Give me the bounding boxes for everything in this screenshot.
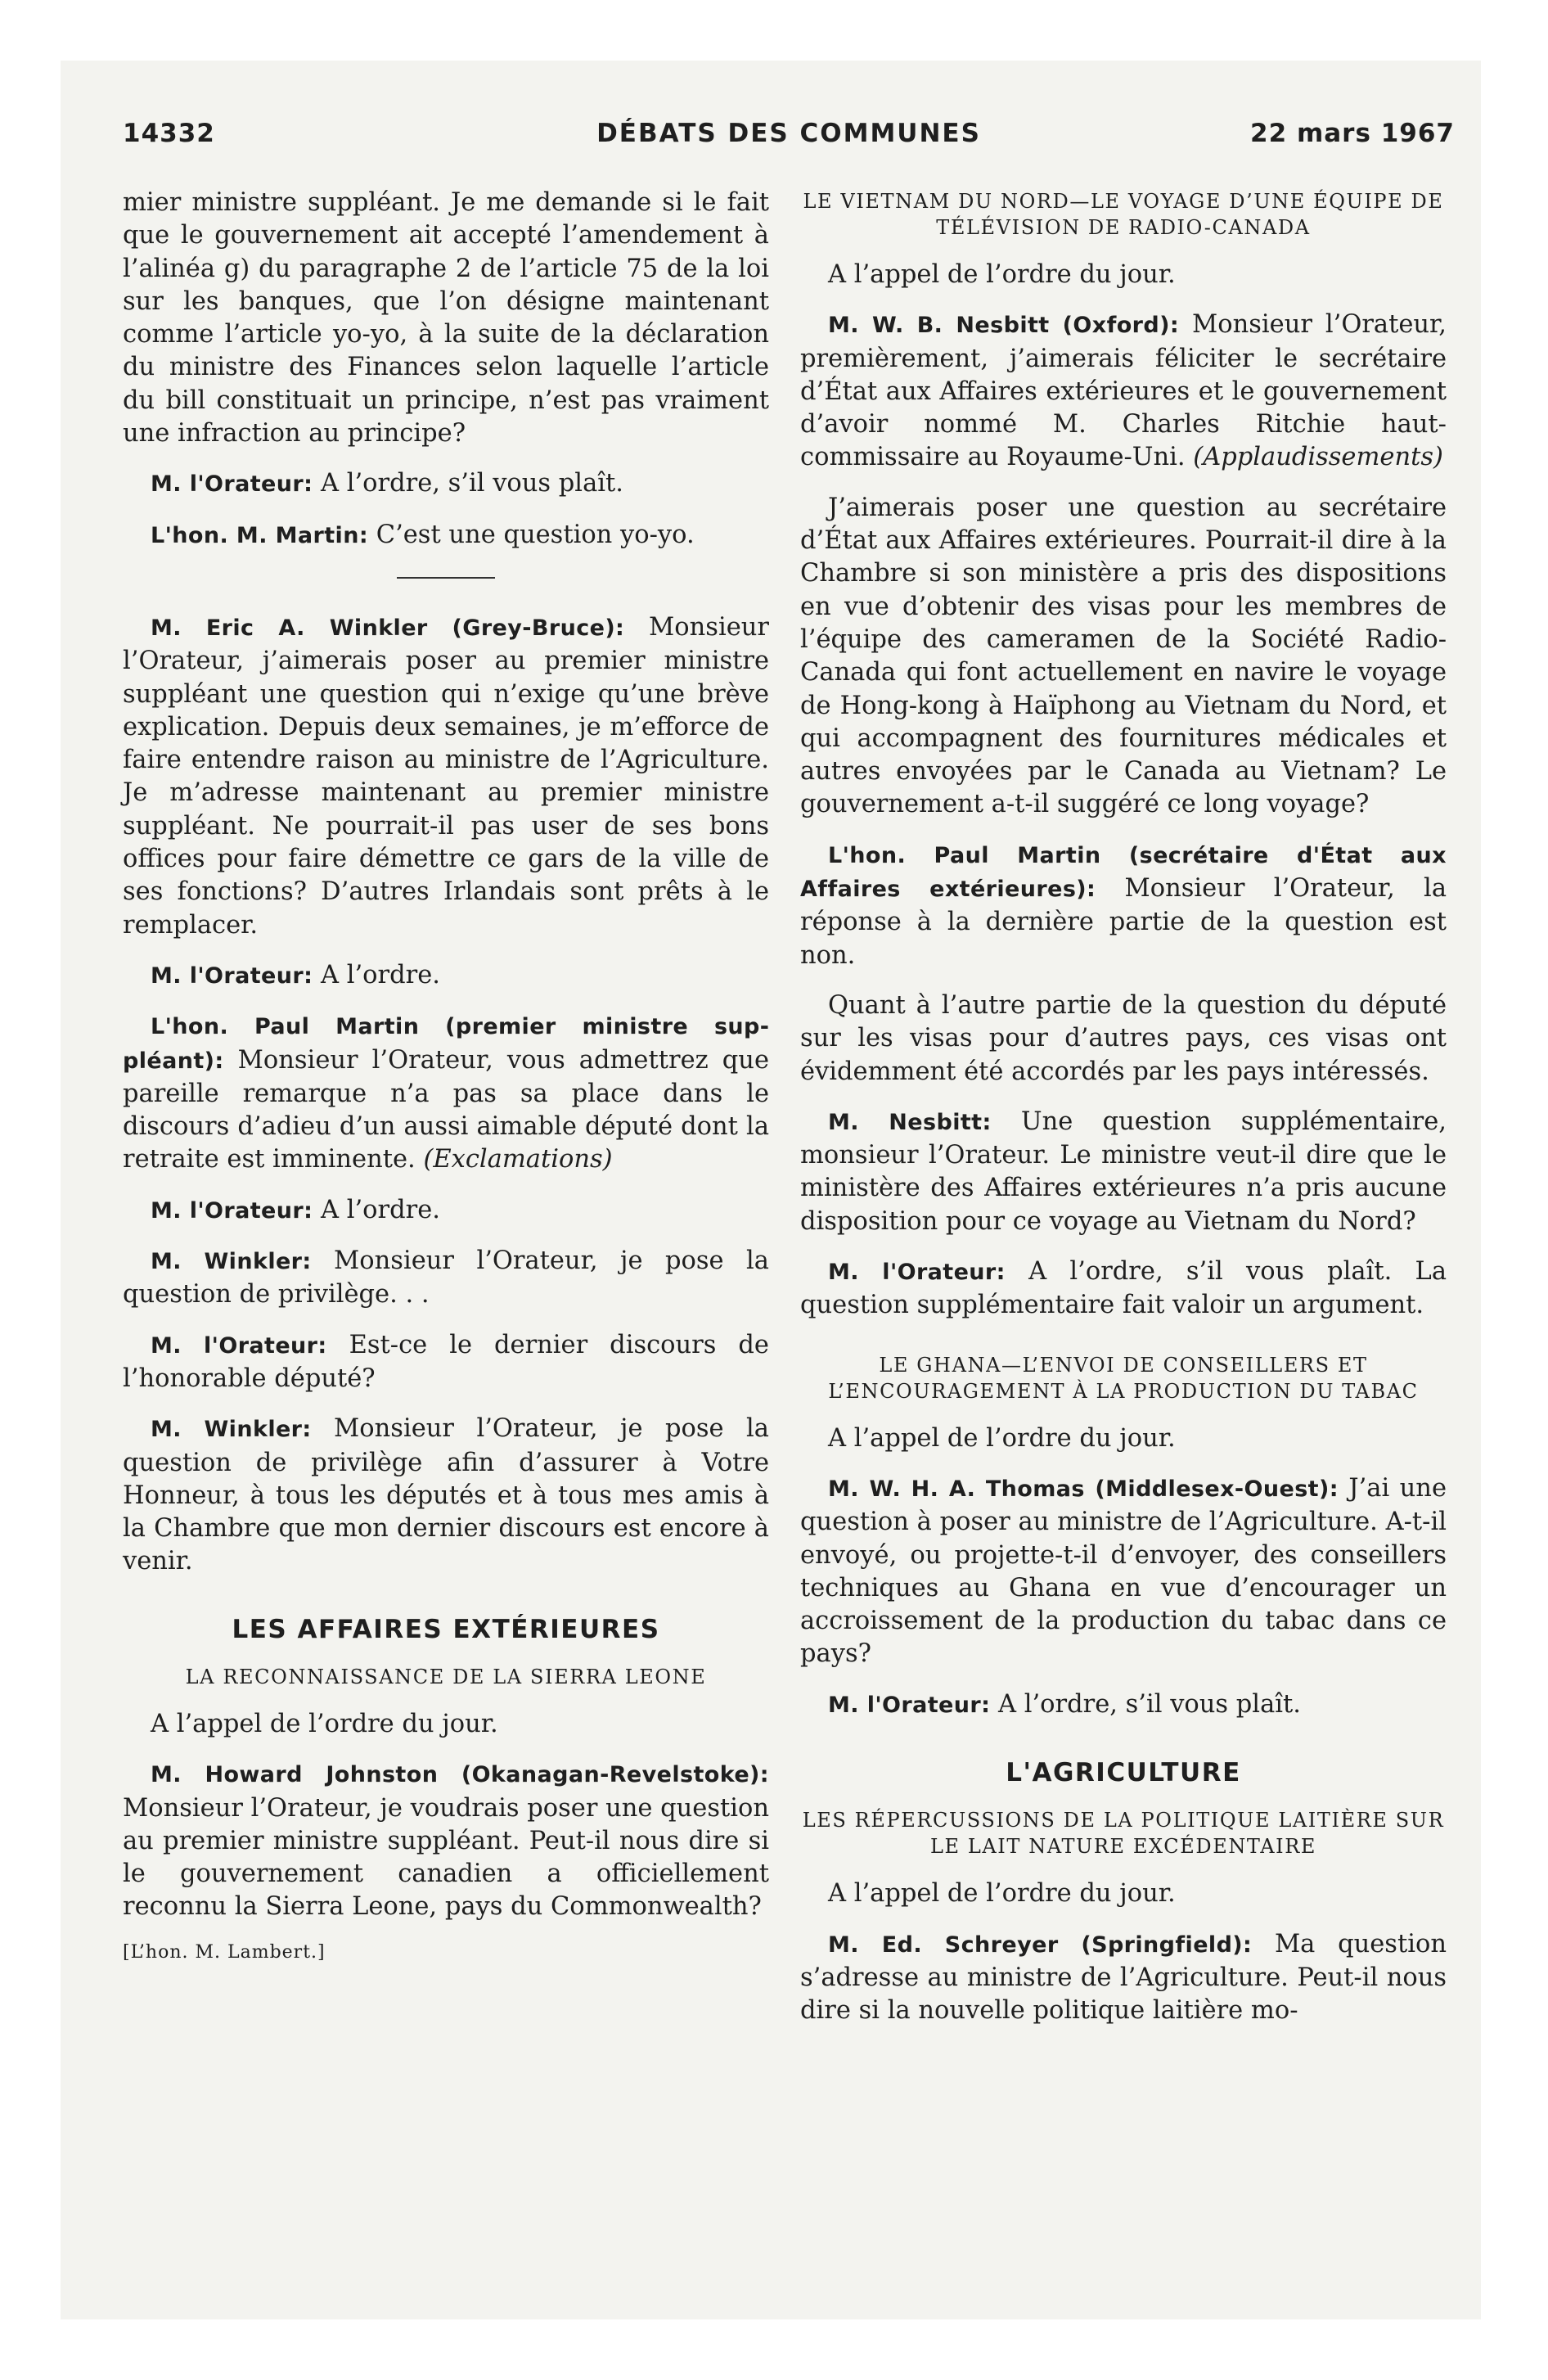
- section-heading: LES AFFAIRES EXTÉRIEURES: [232, 1614, 660, 1644]
- paragraph: [123, 1010, 769, 1176]
- paragraph: [800, 1255, 1447, 1323]
- speaker-name: M. l'Orateur:: [151, 1332, 327, 1359]
- stage-direction: (Exclamations): [423, 1145, 613, 1174]
- subsection-heading: LA RECONNAISSANCE DE LA SIERRA LEONE: [185, 1665, 707, 1688]
- left-column: [123, 187, 769, 1986]
- paragraph: mier ministre suppléant. Je me demande si le fait que le gouvernement ait accepté l’amendement à l’alinéa g) du paragraphe 2 de l’article 75 de la loi sur les banques, que l’on désigne maintenant comme l’article yo-yo, à la suite de la déclaration du ministre des Finances selon laquelle l’article du bill constituait un principe, n’est pas vraiment une infraction au principe?: [123, 188, 769, 449]
- speech-text: A l’ordre, s’il vous plaît.: [990, 1689, 1301, 1719]
- paragraph: [123, 959, 769, 993]
- speech-text: A l’ordre, s’il vous plaît. La question supplémentaire fait valoir un argument.: [800, 1257, 1447, 1320]
- speech-text: Ma question s’adresse au ministre de l’Agriculture. Peut-il nous dire si la nouvelle politique laitière mo-: [800, 1929, 1447, 2026]
- journal-title: DÉBATS DES COMMUNES: [596, 119, 981, 148]
- paragraph: [123, 1194, 769, 1228]
- speech-text: Monsieur l’Orateur, je pose la question de privilège. . .: [123, 1246, 769, 1309]
- paragraph: [123, 1245, 769, 1312]
- stage-direction: (Applaudissements): [1193, 443, 1443, 472]
- speech-text: Est-ce le dernier discours de l’honorable député?: [123, 1330, 769, 1393]
- speaker-name: L'hon. Paul Martin (secrétaire d'État aux Affaires extérieures):: [800, 842, 1447, 903]
- subsection-heading: LE VIETNAM DU NORD—LE VOYAGE D’UNE ÉQUIPE DE TÉLÉVISION DE RADIO-CANADA: [803, 190, 1444, 239]
- speaker-name: M. l'Orateur:: [151, 962, 313, 989]
- speaker-name: M. l'Orateur:: [828, 1692, 991, 1718]
- paragraph: [800, 839, 1447, 972]
- speech-text: Monsieur l’Orateur, j’aimerais poser au premier ministre suppléant une question qui n’exige qu’une brève explication. Depuis deux semaines, je m’efforce de faire entendre raison au ministre de l’Agriculture. Je m’adresse maintenant au premier ministre suppléant. Ne pourrait-il pas user de ses bons offices pour faire démettre ce gars de la ville de ses fonctions? D’autres Irlandais sont prêts à le remplacer.: [123, 612, 769, 940]
- speech-text: Monsieur l’Orateur, je pose la question de privilège afin d’assurer à Votre Honneur, à tous les députés et à tous mes amis à la Chambre que mon dernier discours est encore à venir.: [123, 1414, 769, 1576]
- paragraph: [123, 467, 769, 501]
- speech-text: Monsieur l’Orateur, je voudrais poser une question au premier ministre suppléant. Peut-il nous dire si le gouvernement canadien a officiellement reconnu la Sierra Leone, pays du Commonwealth?: [123, 1793, 770, 1922]
- paragraph: A l’appel de l’ordre du jour.: [151, 1709, 498, 1738]
- speaker-name: M. l'Orateur:: [151, 471, 313, 498]
- speech-text: Monsieur l’Orateur, premièrement, j’aimerais féliciter le secrétaire d’État aux Affaires extérieures et le gouvernement d’avoir nommé M. Charles Ritchie haut-commissaire au Royaume-Uni.: [800, 310, 1447, 472]
- speech-text: Monsieur l’Orateur, vous admettrez que pareille remarque n’a pas sa place dans le discours d’adieu d’un aussi aimable député dont la retraite est imminente.: [123, 1045, 769, 1174]
- speech-text: J’ai une question à poser au ministre de l’Agriculture. A-t-il envoyé, ou projette-t-il d’envoyer, des conseillers techniques au Ghana en vue d’encourager un accroissement de la production du tabac dans ce pays?: [800, 1473, 1447, 1669]
- speaker-name: L'hon. Paul Martin (premier ministre suppléant):: [123, 1014, 769, 1074]
- speaker-name: L'hon. M. Martin:: [151, 522, 369, 548]
- speaker-name: M. l'Orateur:: [151, 1197, 313, 1224]
- speech-text: A l’ordre, s’il vous plaît.: [313, 469, 623, 498]
- speech-text: Une question supplémentaire, monsieur l’Orateur. Le ministre veut-il dire que le ministère des Affaires extérieures n’a pris aucune disposition pour ce voyage au Vietnam du Nord?: [800, 1107, 1447, 1236]
- speaker-name: M. Ed. Schreyer (Springfield):: [828, 1931, 1253, 1958]
- session-date: 22 mars 1967: [1250, 119, 1455, 148]
- speaker-name: M. W. B. Nesbitt (Oxford):: [828, 313, 1180, 339]
- paragraph: [800, 1928, 1447, 2028]
- paragraph: [123, 1413, 769, 1578]
- page-number: 14332: [123, 119, 215, 148]
- paragraph: [800, 1472, 1447, 1671]
- speech-text: C’est une question yo-yo.: [368, 520, 695, 549]
- paragraph: A l’appel de l’ordre du jour.: [828, 260, 1176, 289]
- speaker-name: M. Howard Johnston (Okanagan-Revelstoke):: [151, 1762, 769, 1788]
- paragraph: A l’appel de l’ordre du jour.: [828, 1423, 1176, 1453]
- section-heading: L'AGRICULTURE: [1006, 1757, 1241, 1787]
- separator-rule: [397, 577, 495, 579]
- paragraph: [800, 309, 1447, 474]
- speaker-name: M. W. H. A. Thomas (Middlesex-Ouest):: [828, 1476, 1339, 1502]
- speech-text: A l’ordre.: [313, 960, 440, 989]
- paragraph: [123, 1758, 769, 1923]
- paragraph: Quant à l’autre partie de la question du député sur les visas pour d’autres pays, ces visas ont évidemment été accordés par les pays intéressés.: [800, 990, 1447, 1086]
- speech-text: A l’ordre.: [313, 1195, 440, 1224]
- paragraph: [123, 611, 769, 942]
- paragraph: [123, 1329, 769, 1396]
- speaker-name: M. Nesbitt:: [828, 1109, 992, 1135]
- paragraph: [123, 519, 769, 552]
- paragraph: J’aimerais poser une question au secrétaire d’État aux Affaires extérieures. Pourrait-il dire à la Chambre si son ministère a pris des dispositions en vue d’obtenir des visas pour les membres de l’équipe des cameramen de la Société Radio-Canada qui font actuellement en navire le voyage de Hong-kong à Haïphong au Vietnam du Nord, et qui accompagnent des fournitures médicales et autres envoyées par le Canada au Vietnam? Le gouvernement a-t-il suggéré ce long voyage?: [800, 493, 1447, 819]
- subsection-heading: LE GHANA—L’ENVOI DE CONSEILLERS ET L’ENCOURAGEMENT À LA PRODUCTION DU TABAC: [828, 1353, 1419, 1403]
- speaker-name: M. Winkler:: [151, 1249, 312, 1275]
- paragraph: [800, 1106, 1447, 1238]
- subsection-heading: LES RÉPERCUSSIONS DE LA POLITIQUE LAITIÈRE SUR LE LAIT NATURE EXCÉDENTAIRE: [802, 1809, 1445, 1859]
- speaker-name: M. Eric A. Winkler (Grey-Bruce):: [151, 615, 625, 641]
- paragraph: A l’appel de l’ordre du jour.: [828, 1879, 1176, 1909]
- right-column: [800, 187, 1447, 2044]
- paragraph: [800, 1688, 1447, 1722]
- speaker-name: M. l'Orateur:: [828, 1260, 1006, 1286]
- page-header: [123, 119, 1455, 160]
- speaker-name: M. Winkler:: [151, 1417, 312, 1443]
- running-reference: [L’hon. M. Lambert.]: [123, 1941, 326, 1963]
- speech-text: Monsieur l’Orateur, la réponse à la dernière partie de la question est non.: [800, 874, 1447, 970]
